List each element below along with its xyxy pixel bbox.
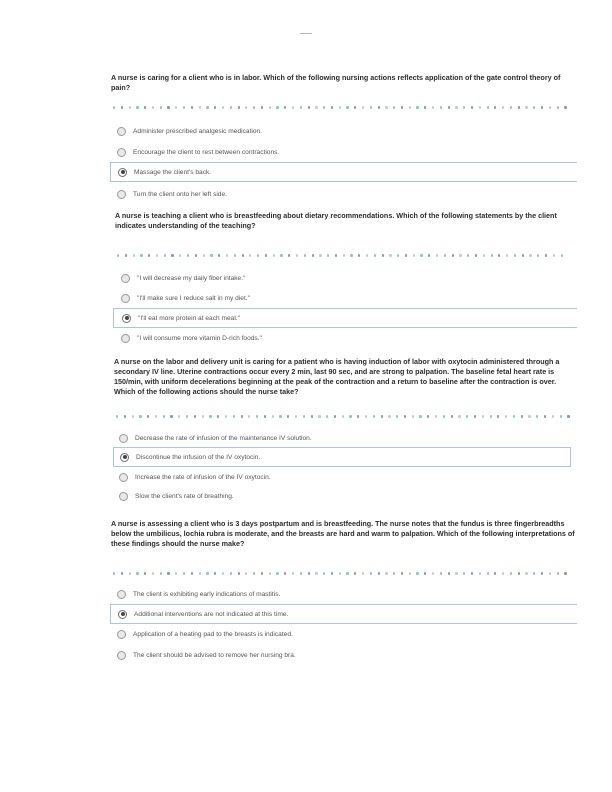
divider-dot	[318, 415, 320, 417]
q2-option-a[interactable]	[121, 271, 245, 285]
q2-option-d[interactable]	[121, 331, 262, 345]
divider-dot	[276, 106, 278, 108]
divider-dot	[315, 106, 317, 108]
divider-dot	[261, 572, 263, 574]
radio-button-icon[interactable]	[117, 651, 126, 660]
divider-dot	[416, 106, 418, 108]
option-label: "I'll make sure I reduce salt in my diet."	[137, 294, 250, 302]
divider-dot	[557, 106, 559, 108]
radio-button-icon[interactable]	[119, 434, 128, 443]
divider-dot	[139, 415, 141, 417]
question-1-divider	[113, 106, 579, 109]
q4-option-b[interactable]	[110, 604, 577, 624]
q2-option-b[interactable]	[121, 291, 250, 305]
divider-dot	[238, 106, 240, 108]
option-label: The client is exhibiting early indications of mastitis.	[133, 590, 281, 598]
divider-dot	[160, 106, 162, 108]
divider-dot	[323, 572, 325, 574]
q3-option-d[interactable]	[119, 489, 234, 503]
divider-dot	[393, 572, 395, 574]
divider-dot	[525, 106, 527, 108]
divider-dot	[326, 415, 328, 417]
q1-option-d[interactable]	[117, 187, 227, 201]
divider-dot	[296, 254, 298, 256]
divider-dot	[273, 254, 275, 256]
divider-dot	[471, 572, 473, 574]
divider-dot	[479, 572, 481, 574]
divider-dot	[432, 572, 434, 574]
divider-dot	[129, 106, 131, 108]
divider-dot	[175, 572, 177, 574]
question-3-divider	[116, 415, 578, 418]
divider-dot	[133, 254, 135, 256]
divider-dot	[389, 254, 391, 256]
divider-dot	[279, 415, 281, 417]
divider-dot	[354, 572, 356, 574]
divider-dot	[405, 254, 407, 256]
divider-dot	[343, 254, 345, 256]
option-label: Increase the rate of infusion of the IV oxytocin.	[135, 473, 271, 481]
divider-dot	[311, 415, 313, 417]
divider-dot	[155, 415, 157, 417]
divider-dot	[195, 254, 197, 256]
divider-dot	[436, 254, 438, 256]
divider-dot	[471, 106, 473, 108]
divider-dot	[140, 254, 142, 256]
divider-dot	[339, 106, 341, 108]
divider-dot	[304, 254, 306, 256]
divider-dot	[458, 415, 460, 417]
divider-dot	[385, 106, 387, 108]
divider-dot	[206, 572, 208, 574]
divider-dot	[132, 415, 134, 417]
divider-dot	[222, 106, 224, 108]
divider-dot	[424, 106, 426, 108]
option-label: Turn the client onto her left side.	[133, 190, 227, 198]
question-2-divider	[117, 254, 577, 257]
option-label: "I'll eat more protein at each meal."	[138, 314, 240, 322]
question-3-text: A nurse on the labor and delivery unit is caring for a patient who is having induction of labor with oxytocin administered through a secondary IV line. Uterine contractions occur every 2 min, last 90 sec, and are strong to palpation. The baseline fetal heart rate is 150/min, with uniform decelerations beginning at the peak of the contraction and a return to baseline after the contraction is over. Which of the following actions should the nurse take?	[114, 357, 560, 396]
divider-dot	[292, 572, 294, 574]
divider-dot	[455, 572, 457, 574]
divider-dot	[171, 254, 173, 256]
divider-dot	[409, 106, 411, 108]
divider-dot	[382, 254, 384, 256]
divider-dot	[272, 415, 274, 417]
divider-dot	[164, 254, 166, 256]
divider-dot	[475, 254, 477, 256]
divider-dot	[300, 572, 302, 574]
divider-dot	[292, 106, 294, 108]
divider-dot	[416, 572, 418, 574]
divider-dot	[487, 106, 489, 108]
divider-dot	[506, 254, 508, 256]
divider-dot	[349, 415, 351, 417]
divider-dot	[257, 254, 259, 256]
divider-dot	[513, 415, 515, 417]
divider-dot	[502, 106, 504, 108]
option-label: The client should be advised to remove her nursing bra.	[133, 651, 296, 659]
divider-dot	[331, 106, 333, 108]
radio-button-selected-icon[interactable]	[118, 168, 127, 177]
divider-dot	[373, 415, 375, 417]
radio-button-selected-icon[interactable]	[118, 610, 127, 619]
q3-option-b[interactable]	[113, 447, 571, 467]
divider-dot	[238, 572, 240, 574]
radio-button-icon[interactable]	[119, 492, 128, 501]
divider-dot	[276, 572, 278, 574]
divider-dot	[210, 254, 212, 256]
divider-dot	[203, 254, 205, 256]
divider-dot	[467, 254, 469, 256]
divider-dot	[264, 415, 266, 417]
divider-dot	[121, 106, 123, 108]
option-label: Application of a heating pad to the breasts is indicated.	[133, 630, 293, 638]
divider-dot	[357, 415, 359, 417]
divider-dot	[225, 415, 227, 417]
radio-button-icon[interactable]	[119, 473, 128, 482]
divider-dot	[183, 106, 185, 108]
divider-dot	[214, 572, 216, 574]
divider-dot	[522, 254, 524, 256]
divider-dot	[358, 254, 360, 256]
question-4-text: A nurse is assessing a client who is 3 days postpartum and is breastfeeding. The nurse notes that the fundus is three fingerbreadths below the umbilicus, lochia rubra is moderate, and the breasts are hard and warm to palpation. Which of the following interpretations of these findings should the nurse make?	[111, 519, 575, 548]
divider-dot	[242, 254, 244, 256]
divider-dot	[312, 254, 314, 256]
divider-dot	[518, 106, 520, 108]
divider-dot	[463, 572, 465, 574]
divider-dot	[230, 572, 232, 574]
divider-dot	[497, 415, 499, 417]
divider-dot	[194, 415, 196, 417]
divider-dot	[113, 106, 115, 108]
divider-dot	[253, 106, 255, 108]
divider-dot	[160, 572, 162, 574]
divider-dot	[346, 572, 348, 574]
divider-dot	[342, 415, 344, 417]
divider-dot	[346, 106, 348, 108]
divider-dot	[335, 254, 337, 256]
radio-button-icon[interactable]	[117, 590, 126, 599]
divider-dot	[420, 254, 422, 256]
divider-dot	[444, 254, 446, 256]
divider-dot	[385, 572, 387, 574]
divider-dot	[544, 415, 546, 417]
divider-dot	[455, 106, 457, 108]
divider-dot	[549, 572, 551, 574]
divider-dot	[249, 254, 251, 256]
divider-dot	[537, 254, 539, 256]
divider-dot	[409, 572, 411, 574]
divider-dot	[365, 415, 367, 417]
option-label: Slow the client's rate of breathing.	[135, 492, 234, 500]
radio-button-icon[interactable]	[121, 334, 130, 343]
option-label: Decrease the rate of infusion of the maintenance IV solution.	[135, 434, 312, 442]
divider-dot	[518, 572, 520, 574]
divider-dot	[393, 106, 395, 108]
divider-dot	[397, 254, 399, 256]
divider-dot	[261, 106, 263, 108]
divider-dot	[350, 254, 352, 256]
divider-dot	[448, 572, 450, 574]
divider-dot	[396, 415, 398, 417]
divider-dot	[226, 254, 228, 256]
divider-dot	[214, 106, 216, 108]
divider-dot	[510, 572, 512, 574]
divider-dot	[401, 106, 403, 108]
divider-dot	[144, 106, 146, 108]
divider-dot	[167, 572, 169, 574]
divider-dot	[167, 106, 169, 108]
divider-dot	[533, 106, 535, 108]
divider-dot	[487, 572, 489, 574]
divider-dot	[163, 415, 165, 417]
radio-button-icon[interactable]	[117, 630, 126, 639]
divider-dot	[280, 254, 282, 256]
divider-dot	[564, 572, 566, 574]
radio-button-icon[interactable]	[117, 127, 126, 136]
divider-dot	[179, 254, 181, 256]
divider-dot	[186, 415, 188, 417]
divider-dot	[117, 254, 119, 256]
divider-dot	[536, 415, 538, 417]
divider-dot	[136, 572, 138, 574]
option-label: Administer prescribed analgesic medication.	[133, 127, 263, 135]
divider-dot	[144, 572, 146, 574]
option-label: Massage the client's back.	[134, 168, 212, 176]
divider-dot	[427, 415, 429, 417]
radio-button-icon[interactable]	[117, 190, 126, 199]
divider-dot	[374, 254, 376, 256]
question-2-text: A nurse is teaching a client who is breastfeeding about dietary recommendations. Which of the following statements by the client indicates understanding of the teaching?	[115, 211, 557, 230]
divider-dot	[413, 254, 415, 256]
divider-dot	[206, 106, 208, 108]
divider-dot	[560, 415, 562, 417]
divider-dot	[498, 254, 500, 256]
divider-dot	[284, 106, 286, 108]
divider-dot	[121, 572, 123, 574]
divider-dot	[541, 572, 543, 574]
divider-dot	[378, 106, 380, 108]
divider-dot	[152, 106, 154, 108]
option-label: "I will consume more vitamin D-rich foods."	[137, 334, 262, 342]
divider-dot	[428, 254, 430, 256]
divider-dot	[561, 254, 563, 256]
divider-dot	[494, 106, 496, 108]
divider-dot	[234, 254, 236, 256]
divider-dot	[482, 415, 484, 417]
divider-dot	[412, 415, 414, 417]
divider-dot	[269, 106, 271, 108]
divider-dot	[233, 415, 235, 417]
divider-dot	[191, 572, 193, 574]
divider-dot	[217, 415, 219, 417]
q3-option-a[interactable]	[119, 431, 312, 445]
divider-dot	[451, 415, 453, 417]
divider-dot	[514, 254, 516, 256]
divider-dot	[116, 415, 118, 417]
radio-button-icon[interactable]	[117, 148, 126, 157]
divider-dot	[148, 254, 150, 256]
divider-dot	[287, 415, 289, 417]
divider-dot	[466, 415, 468, 417]
divider-dot	[474, 415, 476, 417]
divider-dot	[494, 572, 496, 574]
q1-option-c[interactable]	[110, 162, 577, 182]
q4-option-c[interactable]	[117, 627, 293, 641]
radio-button-selected-icon[interactable]	[122, 314, 131, 323]
divider-dot	[510, 106, 512, 108]
divider-dot	[459, 254, 461, 256]
divider-dot	[440, 106, 442, 108]
divider-dot	[218, 254, 220, 256]
divider-dot	[557, 572, 559, 574]
radio-button-selected-icon[interactable]	[120, 453, 129, 462]
divider-dot	[564, 106, 566, 108]
q4-option-d[interactable]	[117, 648, 296, 662]
divider-dot	[448, 106, 450, 108]
q1-option-a[interactable]	[117, 124, 262, 138]
divider-dot	[124, 415, 126, 417]
divider-dot	[303, 415, 305, 417]
divider-dot	[323, 106, 325, 108]
divider-dot	[175, 106, 177, 108]
q3-option-c[interactable]	[119, 470, 271, 484]
divider-dot	[222, 572, 224, 574]
divider-dot	[424, 572, 426, 574]
divider-dot	[248, 415, 250, 417]
divider-dot	[152, 572, 154, 574]
divider-dot	[432, 106, 434, 108]
option-label: Additional interventions are not indicated at this time.	[134, 610, 289, 618]
divider-dot	[269, 572, 271, 574]
divider-dot	[525, 572, 527, 574]
divider-dot	[245, 106, 247, 108]
divider-dot	[334, 415, 336, 417]
divider-dot	[253, 572, 255, 574]
divider-dot	[521, 415, 523, 417]
divider-dot	[178, 415, 180, 417]
divider-dot	[170, 415, 172, 417]
divider-dot	[553, 254, 555, 256]
divider-dot	[370, 106, 372, 108]
divider-dot	[502, 572, 504, 574]
divider-dot	[230, 106, 232, 108]
divider-dot	[183, 572, 185, 574]
divider-dot	[370, 572, 372, 574]
question-4-divider	[113, 572, 577, 575]
divider-dot	[541, 106, 543, 108]
divider-dot	[295, 415, 297, 417]
divider-dot	[378, 572, 380, 574]
divider-dot	[354, 106, 356, 108]
q1-option-b[interactable]	[117, 145, 279, 159]
divider-dot	[339, 572, 341, 574]
divider-dot	[549, 106, 551, 108]
q2-option-c[interactable]	[113, 308, 577, 328]
option-label: Encourage the client to rest between contractions.	[133, 148, 280, 156]
divider-dot	[187, 254, 189, 256]
divider-dot	[529, 254, 531, 256]
divider-dot	[191, 106, 193, 108]
divider-dot	[362, 106, 364, 108]
divider-dot	[129, 572, 131, 574]
question-1-text: A nurse is caring for a client who is in labor. Which of the following nursing actions reflects application of the gate control theory of pain?	[111, 73, 561, 92]
divider-dot	[388, 415, 390, 417]
divider-dot	[331, 572, 333, 574]
divider-dot	[241, 415, 243, 417]
divider-dot	[366, 254, 368, 256]
divider-dot	[308, 106, 310, 108]
divider-dot	[288, 254, 290, 256]
divider-dot	[552, 415, 554, 417]
divider-dot	[443, 415, 445, 417]
divider-dot	[265, 254, 267, 256]
divider-dot	[319, 254, 321, 256]
divider-dot	[199, 106, 201, 108]
option-label: Discontinue the infusion of the IV oxytocin.	[136, 453, 261, 461]
divider-dot	[199, 572, 201, 574]
divider-dot	[284, 572, 286, 574]
radio-button-icon[interactable]	[121, 294, 130, 303]
divider-dot	[545, 254, 547, 256]
divider-dot	[533, 572, 535, 574]
divider-dot	[419, 415, 421, 417]
divider-dot	[435, 415, 437, 417]
divider-dot	[125, 254, 127, 256]
divider-dot	[113, 572, 115, 574]
divider-dot	[136, 106, 138, 108]
divider-dot	[147, 415, 149, 417]
page-header-mark	[300, 33, 312, 34]
divider-dot	[490, 415, 492, 417]
divider-dot	[505, 415, 507, 417]
divider-dot	[463, 106, 465, 108]
divider-dot	[308, 572, 310, 574]
divider-dot	[245, 572, 247, 574]
divider-dot	[362, 572, 364, 574]
radio-button-icon[interactable]	[121, 274, 130, 283]
option-label: "I will decrease my daily fiber intake."	[137, 274, 246, 282]
divider-dot	[256, 415, 258, 417]
divider-dot	[300, 106, 302, 108]
divider-dot	[567, 415, 569, 417]
divider-dot	[381, 415, 383, 417]
divider-dot	[404, 415, 406, 417]
divider-dot	[202, 415, 204, 417]
divider-dot	[528, 415, 530, 417]
divider-dot	[483, 254, 485, 256]
divider-dot	[156, 254, 158, 256]
divider-dot	[491, 254, 493, 256]
divider-dot	[315, 572, 317, 574]
divider-dot	[452, 254, 454, 256]
divider-dot	[479, 106, 481, 108]
divider-dot	[440, 572, 442, 574]
divider-dot	[401, 572, 403, 574]
divider-dot	[327, 254, 329, 256]
q4-option-a[interactable]	[117, 587, 280, 601]
divider-dot	[209, 415, 211, 417]
